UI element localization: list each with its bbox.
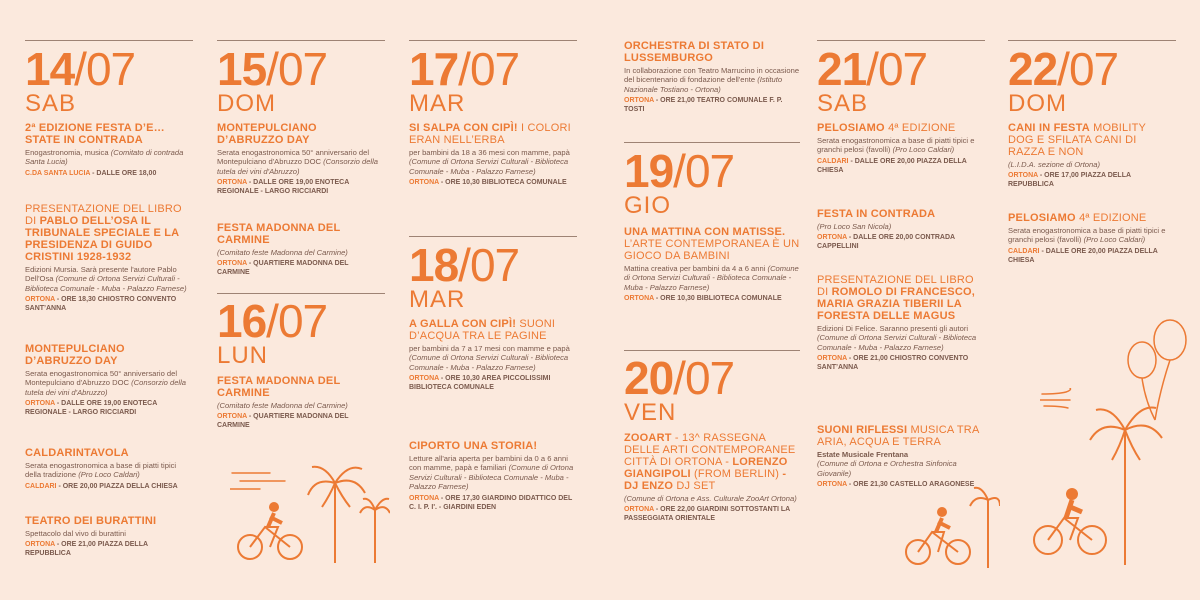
event-location: ORTONA - QUARTIERE MADONNA DEL CARMINE bbox=[217, 413, 349, 430]
cyclist-illustration bbox=[880, 480, 1000, 570]
divider bbox=[409, 236, 577, 237]
event-location: ORTONA - DALLE ORE 20,00 CONTRADA CAPPELLINI bbox=[817, 234, 955, 251]
event-location: ORTONA - ORE 17,00 PIAZZA DELLA REPUBBLICA bbox=[1008, 172, 1131, 189]
day-number: 20 bbox=[624, 352, 674, 404]
day-number: 16 bbox=[217, 295, 267, 347]
event-item: CALDARINTAVOLA Serata enogastronomica a base di piatti tipici della tradizione (Pro Loco Caldari) CALDARI - ORE 20,00 PIAZZA DELLA CHIESA bbox=[25, 447, 193, 491]
event-item: PRESENTAZIONE DEL LIBRO DI PABLO DELL’OSA IL TRIBUNALE SPECIALE E LA PRESIDENZA DI GUIDO CRISTINI 1928-1932 Edizioni Mursia. Sarà presente l'autore Pablo Dell'Osa (Comune di Ortona Servizi Culturali - Biblioteca Comunale - Muba - Palazzo Farnese) ORTONA - ORE 18,30 CHIOSTRO CONVENTO SANT’ANNA bbox=[25, 203, 193, 313]
event-item: TEATRO DEI BURATTINI Spettacolo dal vivo di burattini ORTONA - ORE 21,00 PIAZZA DELLA REPUBBLICA bbox=[25, 515, 193, 558]
date-19-07: 19/07 GIO bbox=[624, 145, 735, 219]
event-item: SI SALPA CON CIPÌ! I COLORI ERAN NELL’ERBA per bambini da 18 a 36 mesi con mamme, papà (Comune di Ortona Servizi Culturali - Biblioteca Comunale - Muba - Palazzo Farnese) ORTONA - ORE 10,30 BIBLIOTECA COMUNALE bbox=[409, 122, 575, 187]
event-item: PRESENTAZIONE DEL LIBRO DI ROMOLO DI FRANCESCO, MARIA GRAZIA TIBERII LA FORESTA DELLE MAGUS Edizioni Di Felice. Saranno presenti gli autori (Comune di Ortona Servizi Culturali - Biblioteca Comunale - Muba - Palazzo Farnese) ORTONA - ORE 21,00 CHIOSTRO CONVENTO SANT’ANNA bbox=[817, 274, 983, 372]
weekday: GIO bbox=[624, 192, 672, 219]
weekday: DOM bbox=[217, 90, 276, 117]
weekday: VEN bbox=[624, 399, 677, 426]
event-item: MONTEPULCIANO D’ABRUZZO DAY Serata enogastronomica 50° anniversario del Montepulciano d'Abruzzo DOC (Consorzio della tutela dei vini d'Abruzzo) ORTONA - DALLE ORE 19,00 ENOTECA REGIONALE - LARGO RICCIARDI bbox=[217, 122, 383, 196]
date-15-07: 15/07 DOM bbox=[217, 43, 328, 117]
divider bbox=[217, 293, 385, 294]
balloons-icon bbox=[1128, 320, 1186, 420]
balloons-palm-illustration bbox=[1030, 300, 1200, 570]
event-item: A GALLA CON CIPÌ! SUONI D’ACQUA TRA LE PAGINE per bambini da 7 a 17 mesi con mamme e papà (Comune di Ortona Servizi Culturali - Biblioteca Comunale - Muba - Palazzo Farnese) ORTONA - ORE 10,30 AREA PICCOLISSIMI BIBLIOTECA COMUNALE bbox=[409, 318, 575, 392]
event-item: FESTA MADONNA DEL CARMINE (Comitato feste Madonna del Carmine) ORTONA - QUARTIERE MADONNA DEL CARMINE bbox=[217, 375, 383, 430]
day-number: 21 bbox=[817, 43, 867, 95]
day-number: 14 bbox=[25, 43, 75, 95]
divider bbox=[817, 40, 985, 41]
weekday: SAB bbox=[817, 90, 869, 117]
day-number: 19 bbox=[624, 145, 674, 197]
date-16-07: 16/07 LUN bbox=[217, 295, 328, 369]
event-item: CIPORTO UNA STORIA! Letture all'aria aperta per bambini da 0 a 6 anni con mamme, papà e familiari (Comune di Ortona Servizi Culturali - Biblioteca Comunale - Muba - Palazzo Farnese) ORTONA - ORE 17,30 GIARDINO DIDATTICO DEL C. I. P. I'. - GIARDINI EDEN bbox=[409, 440, 574, 511]
weekday: SAB bbox=[25, 90, 77, 117]
weekday: MAR bbox=[409, 286, 466, 313]
date-18-07: 18/07 MAR bbox=[409, 239, 520, 313]
divider bbox=[217, 40, 385, 41]
event-location: ORTONA - DALLE ORE 19,00 ENOTECA REGIONALE - LARGO RICCIARDI bbox=[217, 179, 349, 196]
event-location: ORTONA - DALLE ORE 19,00 ENOTECA REGIONALE - LARGO RICCIARDI bbox=[25, 400, 157, 417]
event-item: SUONI RIFLESSI MUSICA TRA ARIA, ACQUA E TERRA Estate Musicale Frentana (Comune di Ortona e Orchestra Sinfonica Giovanile) ORTONA - ORE 21,30 CASTELLO ARAGONESE bbox=[817, 424, 983, 489]
divider bbox=[25, 40, 193, 41]
event-location: ORTONA - ORE 10,30 AREA PICCOLISSIMI BIBLIOTECA COMUNALE bbox=[409, 375, 551, 392]
weekday: LUN bbox=[217, 342, 269, 369]
date-21-07: 21/07 SAB bbox=[817, 43, 928, 117]
event-location: ORTONA - ORE 22,00 GIARDINI SOTTOSTANTI LA PASSEGGIATA ORIENTALE bbox=[624, 506, 790, 523]
event-location: ORTONA - ORE 10,30 BIBLIOTECA COMUNALE bbox=[624, 295, 782, 303]
divider bbox=[624, 350, 800, 351]
event-item: ZOOART - 13^ RASSEGNA DELLE ARTI CONTEMPORANEE CITTÀ DI ORTONA - LORENZO GIANGIPOLI (FROM BERLIN) - DJ ENZO DJ SET (Comune di Ortona e Ass. Culturale ZooArt Ortona) ORTONA - ORE 22,00 GIARDINI SOTTOSTANTI LA PASSEGGIATA ORIENTALE bbox=[624, 432, 800, 523]
event-location: ORTONA - ORE 21,00 PIAZZA DELLA REPUBBLICA bbox=[25, 541, 148, 558]
event-item: CANI IN FESTA MOBILITY DOG E SFILATA CANI DI RAZZA E NON (L.I.D.A. sezione di Ortona) ORTONA - ORE 17,00 PIAZZA DELLA REPUBBLICA bbox=[1008, 122, 1174, 189]
cyclist-icon bbox=[1034, 488, 1106, 554]
event-location: C.DA SANTA LUCIA - DALLE ORE 18,00 bbox=[25, 169, 157, 177]
weekday: DOM bbox=[1008, 90, 1067, 117]
event-location: CALDARI - ORE 20,00 PIAZZA DELLA CHIESA bbox=[25, 482, 178, 490]
event-item: FESTA MADONNA DEL CARMINE (Comitato feste Madonna del Carmine) ORTONA - QUARTIERE MADONNA DEL CARMINE bbox=[217, 222, 383, 277]
divider bbox=[1008, 40, 1176, 41]
event-location: CALDARI - DALLE ORE 20,00 PIAZZA DELLA CHIESA bbox=[1008, 247, 1158, 264]
event-item: PELOSIAMO 4ª EDIZIONE Serata enogastronomica a base di piatti tipici e granchi pelosi (favolli) (Pro Loco Caldari) CALDARI - DALLE ORE 20,00 PIAZZA DELLA CHIESA bbox=[817, 122, 983, 175]
event-item: MONTEPULCIANO D’ABRUZZO DAY Serata enogastronomica 50° anniversario del Montepulciano d'Abruzzo DOC (Consorzio della tutela dei vini d'Abruzzo) ORTONA - DALLE ORE 19,00 ENOTECA REGIONALE - LARGO RICCIARDI bbox=[25, 343, 193, 417]
day-number: 15 bbox=[217, 43, 267, 95]
cyclist-palm-illustration bbox=[230, 455, 390, 565]
event-location: ORTONA - ORE 21,00 TEATRO COMUNALE F. P. TOSTI bbox=[624, 97, 783, 114]
event-item: UNA MATTINA CON MATISSE. L’ARTE CONTEMPORANEA È UN GIOCO DA BAMBINI Mattina creativa per bambini da 4 a 6 anni (Comune di Ortona Servizi Culturali - Biblioteca Comunale - Muba - Palazzo Farnese) ORTONA - ORE 10,30 BIBLIOTECA COMUNALE bbox=[624, 226, 800, 303]
event-location: ORTONA - ORE 21,00 CHIOSTRO CONVENTO SANT’ANNA bbox=[817, 355, 969, 372]
wind-icon bbox=[230, 473, 285, 489]
event-title: 2ª EDIZIONE FESTA D’E…STATE IN CONTRADA bbox=[25, 122, 165, 146]
palm-tree-icon bbox=[308, 467, 390, 563]
event-location: CALDARI - DALLE ORE 20,00 PIAZZA DELLA CHIESA bbox=[817, 157, 967, 174]
date-22-07: 22/07 DOM bbox=[1008, 43, 1119, 117]
cyclist-icon bbox=[238, 502, 302, 559]
event-item: ORCHESTRA DI STATO DI LUSSEMBURGO In collaborazione con Teatro Marrucino in occasione del bicentenario di fondazione dell'ente (Istituto Nazionale Tostiano - Ortona) ORTONA - ORE 21,00 TEATRO COMUNALE F. P. TOSTI bbox=[624, 40, 800, 114]
event-location: ORTONA - ORE 18,30 CHIOSTRO CONVENTO SANT’ANNA bbox=[25, 296, 177, 313]
date-14-07: 14/07 SAB bbox=[25, 43, 136, 117]
cyclist-icon bbox=[906, 507, 970, 564]
weekday: MAR bbox=[409, 90, 466, 117]
event-item: 2ª EDIZIONE FESTA D’E…STATE IN CONTRADA Enogastronomia, musica (Comitato di contrada Santa Lucia) C.DA SANTA LUCIA - DALLE ORE 18,00 bbox=[25, 122, 193, 178]
day-number: 17 bbox=[409, 43, 459, 95]
day-number: 22 bbox=[1008, 43, 1058, 95]
divider bbox=[624, 142, 800, 143]
event-location: ORTONA - ORE 17,30 GIARDINO DIDATTICO DEL C. I. P. I'. - GIARDINI EDEN bbox=[409, 494, 573, 511]
event-location: ORTONA - ORE 21,30 CASTELLO ARAGONESE bbox=[817, 481, 975, 489]
event-location: ORTONA - QUARTIERE MADONNA DEL CARMINE bbox=[217, 260, 349, 277]
event-location: ORTONA - ORE 10,30 BIBLIOTECA COMUNALE bbox=[409, 179, 567, 187]
event-item: FESTA IN CONTRADA (Pro Loco San Nicola) ORTONA - DALLE ORE 20,00 CONTRADA CAPPELLINI bbox=[817, 208, 983, 251]
event-item: PELOSIAMO 4ª EDIZIONE Serata enogastronomica a base di piatti tipici e granchi pelosi (favolli) (Pro Loco Caldari) CALDARI - DALLE ORE 20,00 PIAZZA DELLA CHIESA bbox=[1008, 212, 1174, 265]
palm-tree-icon bbox=[1090, 407, 1162, 565]
divider bbox=[409, 40, 577, 41]
day-number: 18 bbox=[409, 239, 459, 291]
date-20-07: 20/07 VEN bbox=[624, 352, 735, 426]
palm-tree-icon bbox=[970, 488, 1000, 568]
date-17-07: 17/07 MAR bbox=[409, 43, 520, 117]
wind-icon bbox=[1040, 388, 1080, 410]
